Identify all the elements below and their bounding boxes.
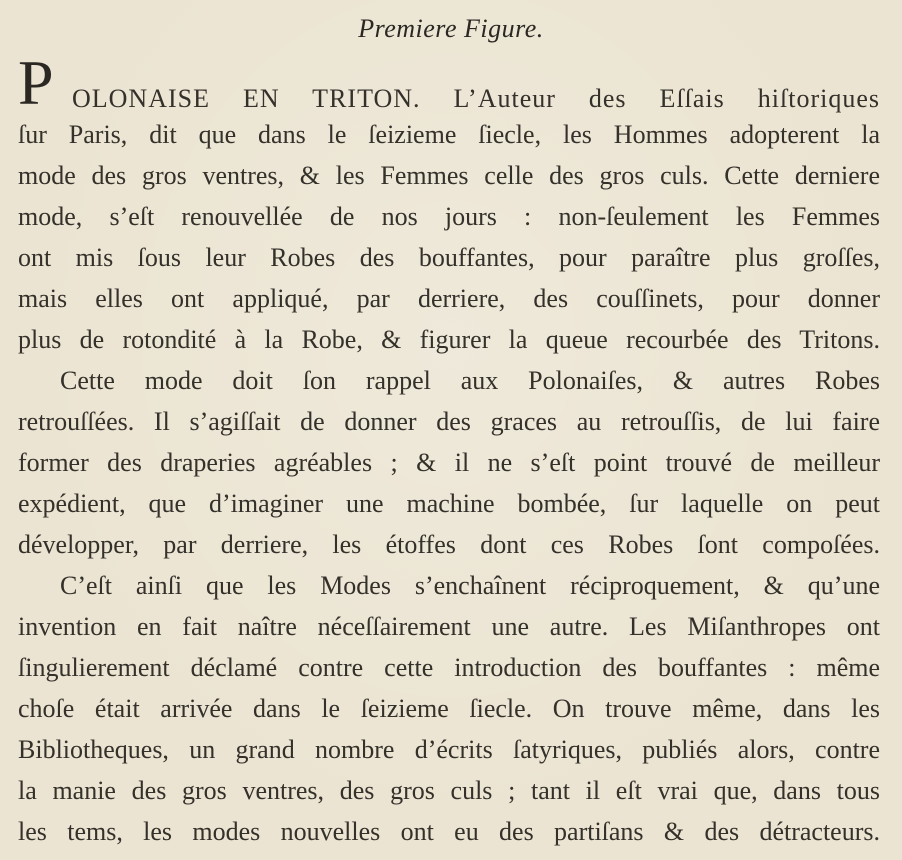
text-line: mode des gros ventres, & les Femmes celle des gros culs. Cette derniere: [18, 161, 880, 190]
text-line: la manie des gros ventres, des gros culs ; tant il eſt vrai que, dans tous: [18, 776, 880, 805]
page-heading: Premiere Figure.: [358, 14, 544, 43]
text-line: expédient, que d’imaginer une machine bombée, ſur laquelle on peut: [18, 489, 880, 518]
text-line: Bibliotheques, un grand nombre d’écrits ſatyriques, publiés alors, contre: [18, 735, 880, 764]
text-line-first: OLONAISE EN TRITON. L’Auteur des Eſſais hiſtoriques: [72, 84, 880, 113]
text-line: plus de rotondité à la Robe, & figurer la queue recourbée des Tritons.: [18, 325, 880, 354]
text-line: ſingulierement déclamé contre cette introduction des bouffantes : même: [18, 653, 880, 682]
text-line-indented: C’eſt ainſi que les Modes s’enchaînent réciproquement, & qu’une: [60, 571, 880, 600]
text-line: invention en fait naître néceſſairement une autre. Les Miſanthropes ont: [18, 612, 880, 641]
text-line: développer, par derriere, les étoffes dont ces Robes ſont compoſées.: [18, 530, 880, 559]
text-line: retrouſſées. Il s’agiſſait de donner des graces au retrouſſis, de lui faire: [18, 407, 880, 436]
text-line: ſur Paris, dit que dans le ſeizieme ſiecle, les Hommes adopterent la: [18, 120, 880, 149]
text-line: ont mis ſous leur Robes des bouffantes, pour paraître plus groſſes,: [18, 243, 880, 272]
text-line: les tems, les modes nouvelles ont eu des partiſans & des détracteurs.: [18, 817, 880, 846]
text-line: former des draperies agréables ; & il ne s’eſt point trouvé de meilleur: [18, 448, 880, 477]
text-line: mode, s’eſt renouvellée de nos jours : non-ſeulement les Femmes: [18, 202, 880, 231]
text-line: mais elles ont appliqué, par derriere, des couſſinets, pour donner: [18, 284, 880, 313]
text-line-indented: Cette mode doit ſon rappel aux Polonaiſes, & autres Robes: [60, 366, 880, 395]
drop-cap-letter: P: [18, 47, 54, 118]
text-line: choſe était arrivée dans le ſeizieme ſiecle. On trouve même, dans les: [18, 694, 880, 723]
